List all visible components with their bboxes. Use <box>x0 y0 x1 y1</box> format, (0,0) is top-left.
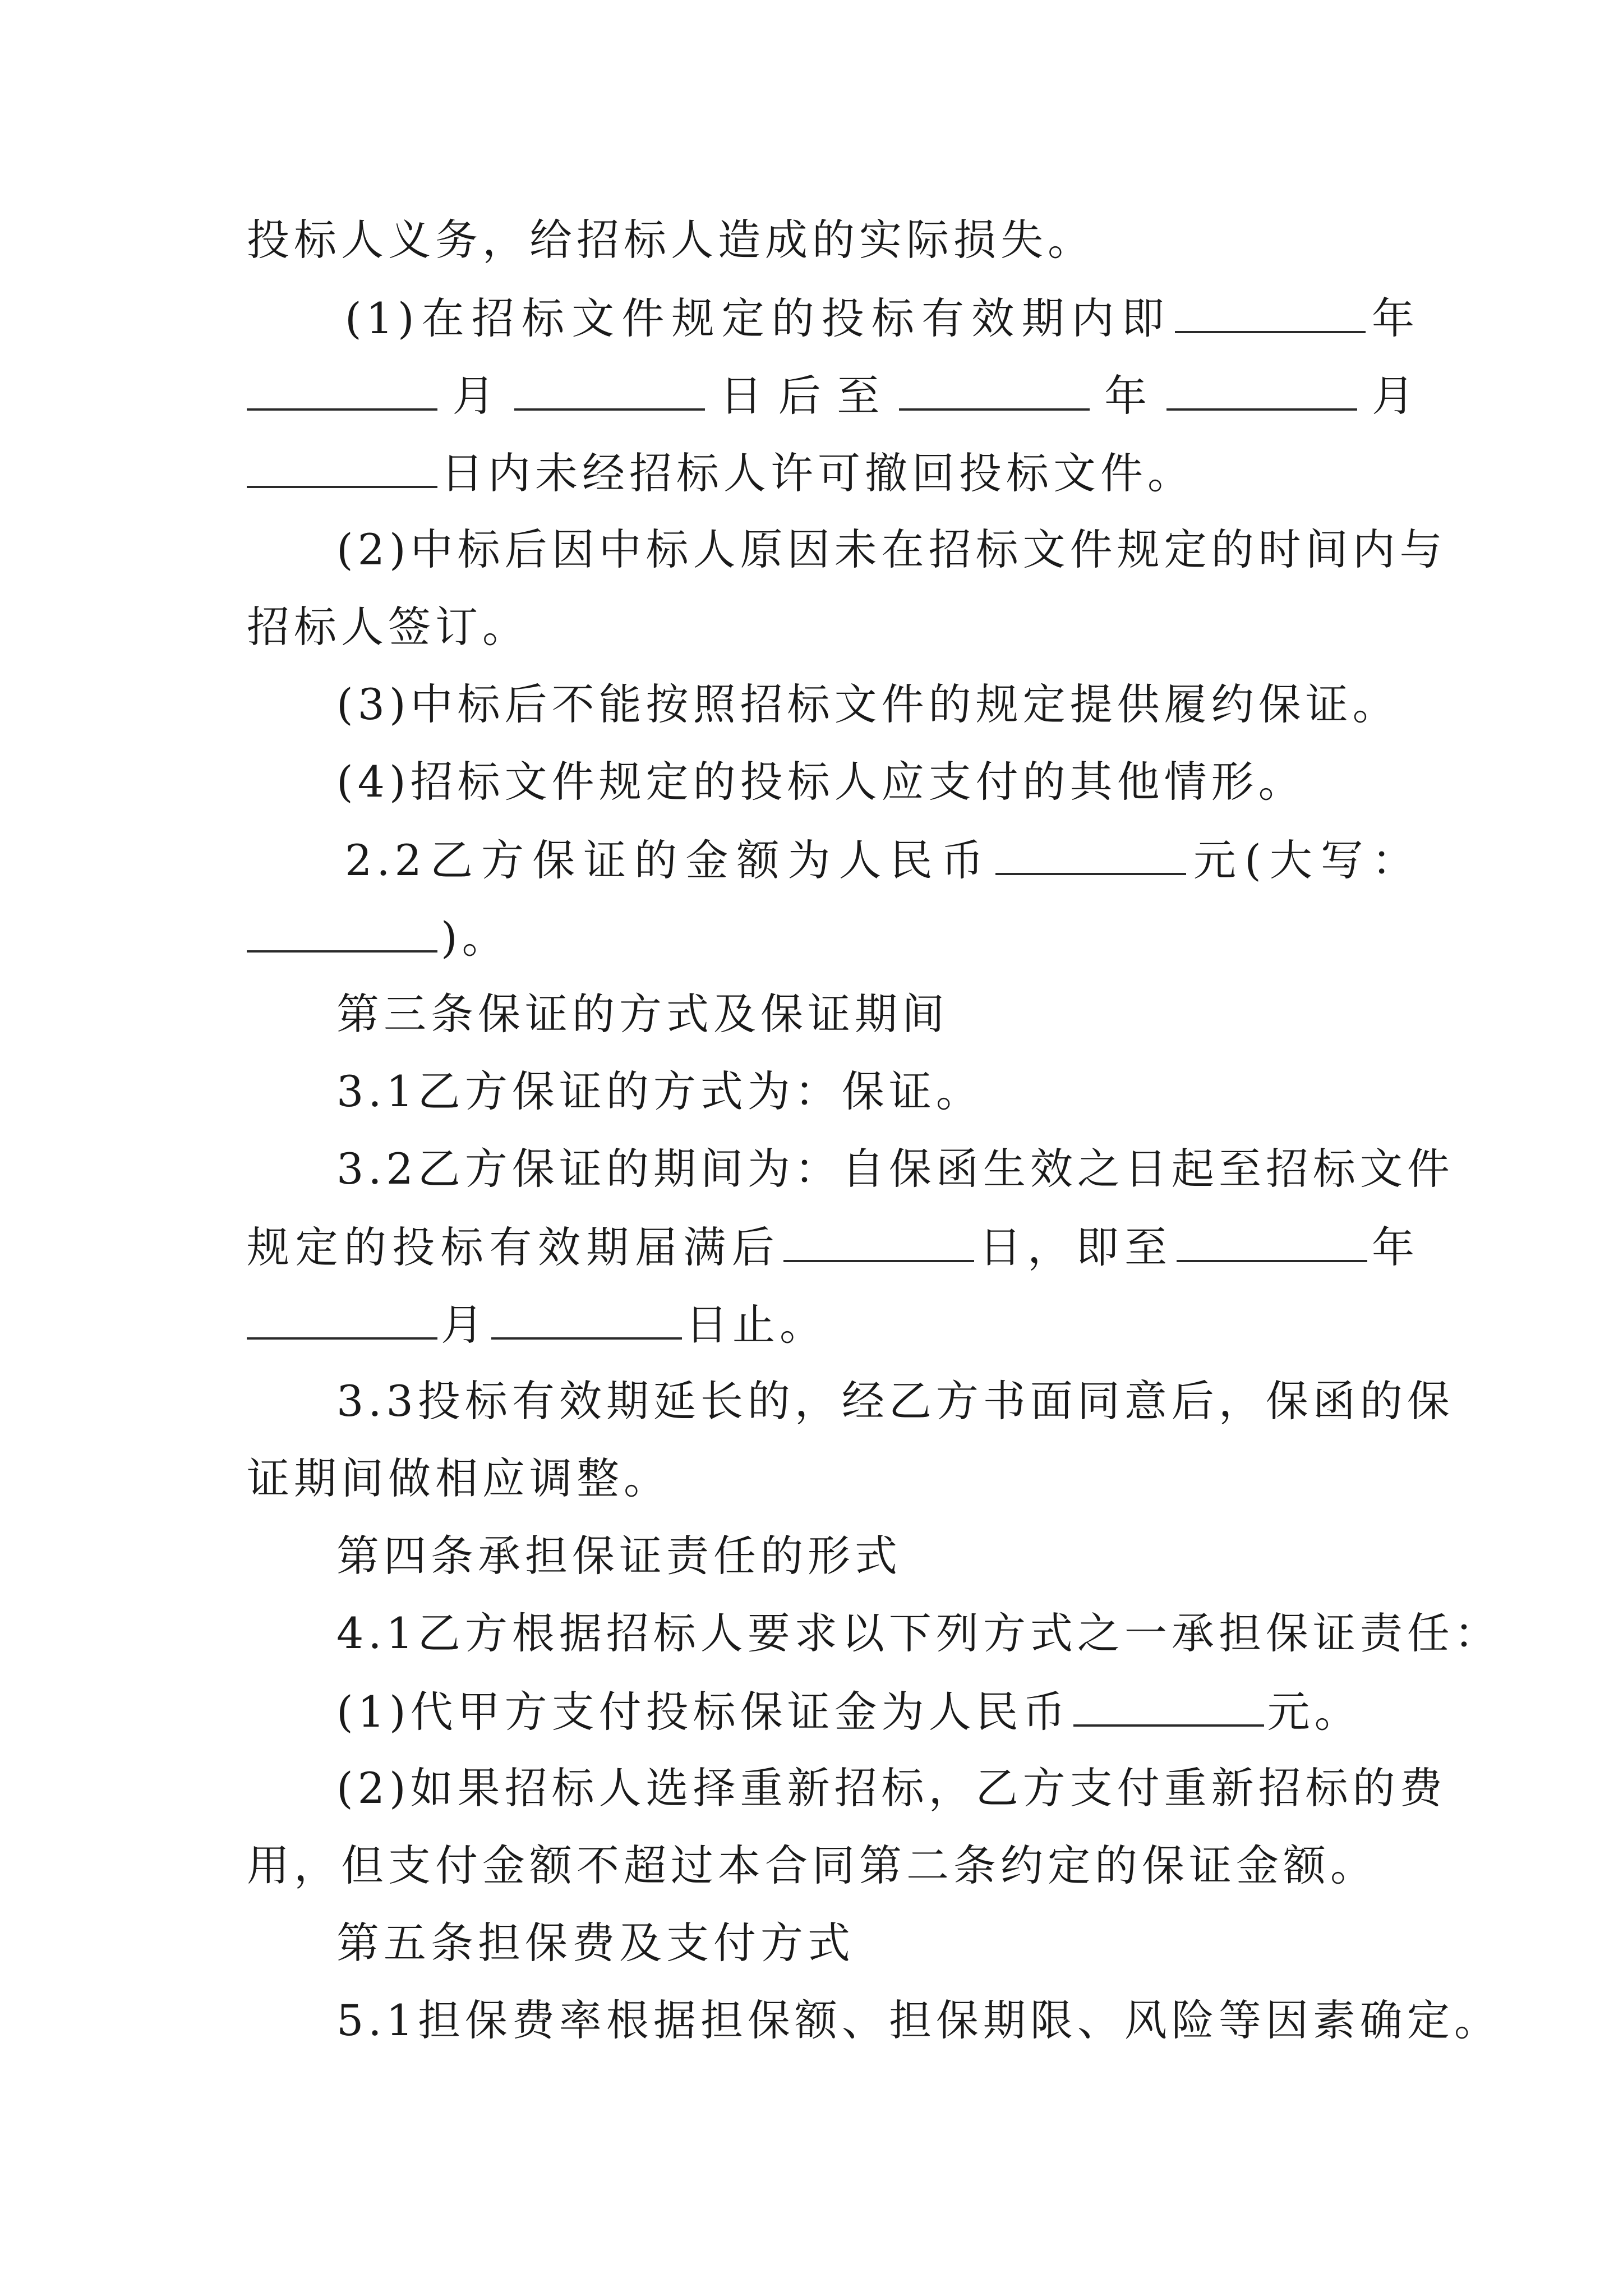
fill-in-blank[interactable] <box>247 1297 437 1340</box>
paragraph-line: 投标人义务，给招标人造成的实际损失。 <box>247 215 1095 265</box>
paragraph-line <box>336 1684 1419 1746</box>
text-segment: 月 <box>1360 371 1419 421</box>
fill-in-blank[interactable] <box>1177 1220 1367 1262</box>
fill-in-blank[interactable] <box>1175 291 1366 333</box>
paragraph-line <box>247 1220 1419 1281</box>
paragraph-line: 4.1乙方根据招标人要求以下列方式之一承担保证责任： <box>336 1608 1501 1658</box>
text-segment: 日内未经招标人许可撤回投标文件。 <box>441 448 1195 498</box>
text-segment: 2.2乙方保证的金额为人民币 <box>345 835 992 885</box>
fill-in-blank[interactable] <box>247 910 437 953</box>
paragraph-line: (3)中标后不能按照招标文件的规定提供履约保证。 <box>336 679 1400 729</box>
paragraph-line: 5.1担保费率根据担保额、担保期限、风险等因素确定。 <box>336 1995 1501 2045</box>
paragraph-line <box>247 1297 1419 1359</box>
text-segment: 年 <box>1370 1222 1419 1272</box>
paragraph-line: 3.2乙方保证的期间为：自保函生效之日起至招标文件 <box>336 1144 1454 1194</box>
paragraph-line: (2)如果招标人选择重新招标，乙方支付重新招标的费 <box>336 1763 1447 1813</box>
text-segment: 年 <box>1368 293 1419 343</box>
text-segment: 日止。 <box>685 1300 827 1350</box>
fill-in-blank[interactable] <box>247 368 437 411</box>
paragraph-line <box>247 368 1419 430</box>
fill-in-blank[interactable] <box>247 445 437 488</box>
paragraph-line: 3.3投标有效期延长的，经乙方书面同意后，保函的保 <box>336 1376 1454 1426</box>
paragraph-line: (4)招标文件规定的投标人应支付的其他情形。 <box>336 757 1306 807</box>
text-segment: 月 <box>441 1300 488 1350</box>
section-heading: 第五条担保费及支付方式 <box>336 1918 855 1968</box>
paragraph-line: 用，但支付金额不超过本合同第二条约定的保证金额。 <box>247 1841 1377 1890</box>
text-segment: 元。 <box>1267 1687 1362 1737</box>
paragraph-line: (2)中标后因中标人原因未在招标文件规定的时间内与 <box>336 524 1447 574</box>
text-segment: 日后至 <box>708 371 896 421</box>
paragraph-line: 招标人签订。 <box>247 602 529 652</box>
text-segment: 元(大写： <box>1189 835 1419 885</box>
paragraph-line <box>345 832 1419 894</box>
text-segment: 规定的投标有效期届满后 <box>247 1222 781 1272</box>
paragraph-line <box>247 445 1419 507</box>
fill-in-blank[interactable] <box>491 1297 682 1340</box>
paragraph-line <box>247 910 1419 972</box>
paragraph-line <box>345 291 1419 352</box>
text-segment: (1)代甲方支付投标保证金为人民币 <box>336 1687 1070 1737</box>
fill-in-blank[interactable] <box>995 832 1186 875</box>
paragraph-line: 3.1乙方保证的方式为：保证。 <box>336 1066 983 1116</box>
fill-in-blank[interactable] <box>783 1220 974 1262</box>
paragraph-line: 证期间做相应调整。 <box>247 1453 671 1503</box>
section-heading: 第三条保证的方式及保证期间 <box>336 989 949 1039</box>
fill-in-blank[interactable] <box>514 368 705 411</box>
text-segment: )。 <box>441 913 509 963</box>
section-heading: 第四条承担保证责任的形式 <box>336 1531 902 1581</box>
fill-in-blank[interactable] <box>1166 368 1357 411</box>
text-segment: 月 <box>441 371 511 421</box>
fill-in-blank[interactable] <box>899 368 1090 411</box>
text-segment: 年 <box>1092 371 1163 421</box>
text-segment: 日，即至 <box>978 1222 1173 1272</box>
text-segment: (1)在招标文件规定的投标有效期内即 <box>345 293 1172 343</box>
fill-in-blank[interactable] <box>1073 1684 1264 1727</box>
